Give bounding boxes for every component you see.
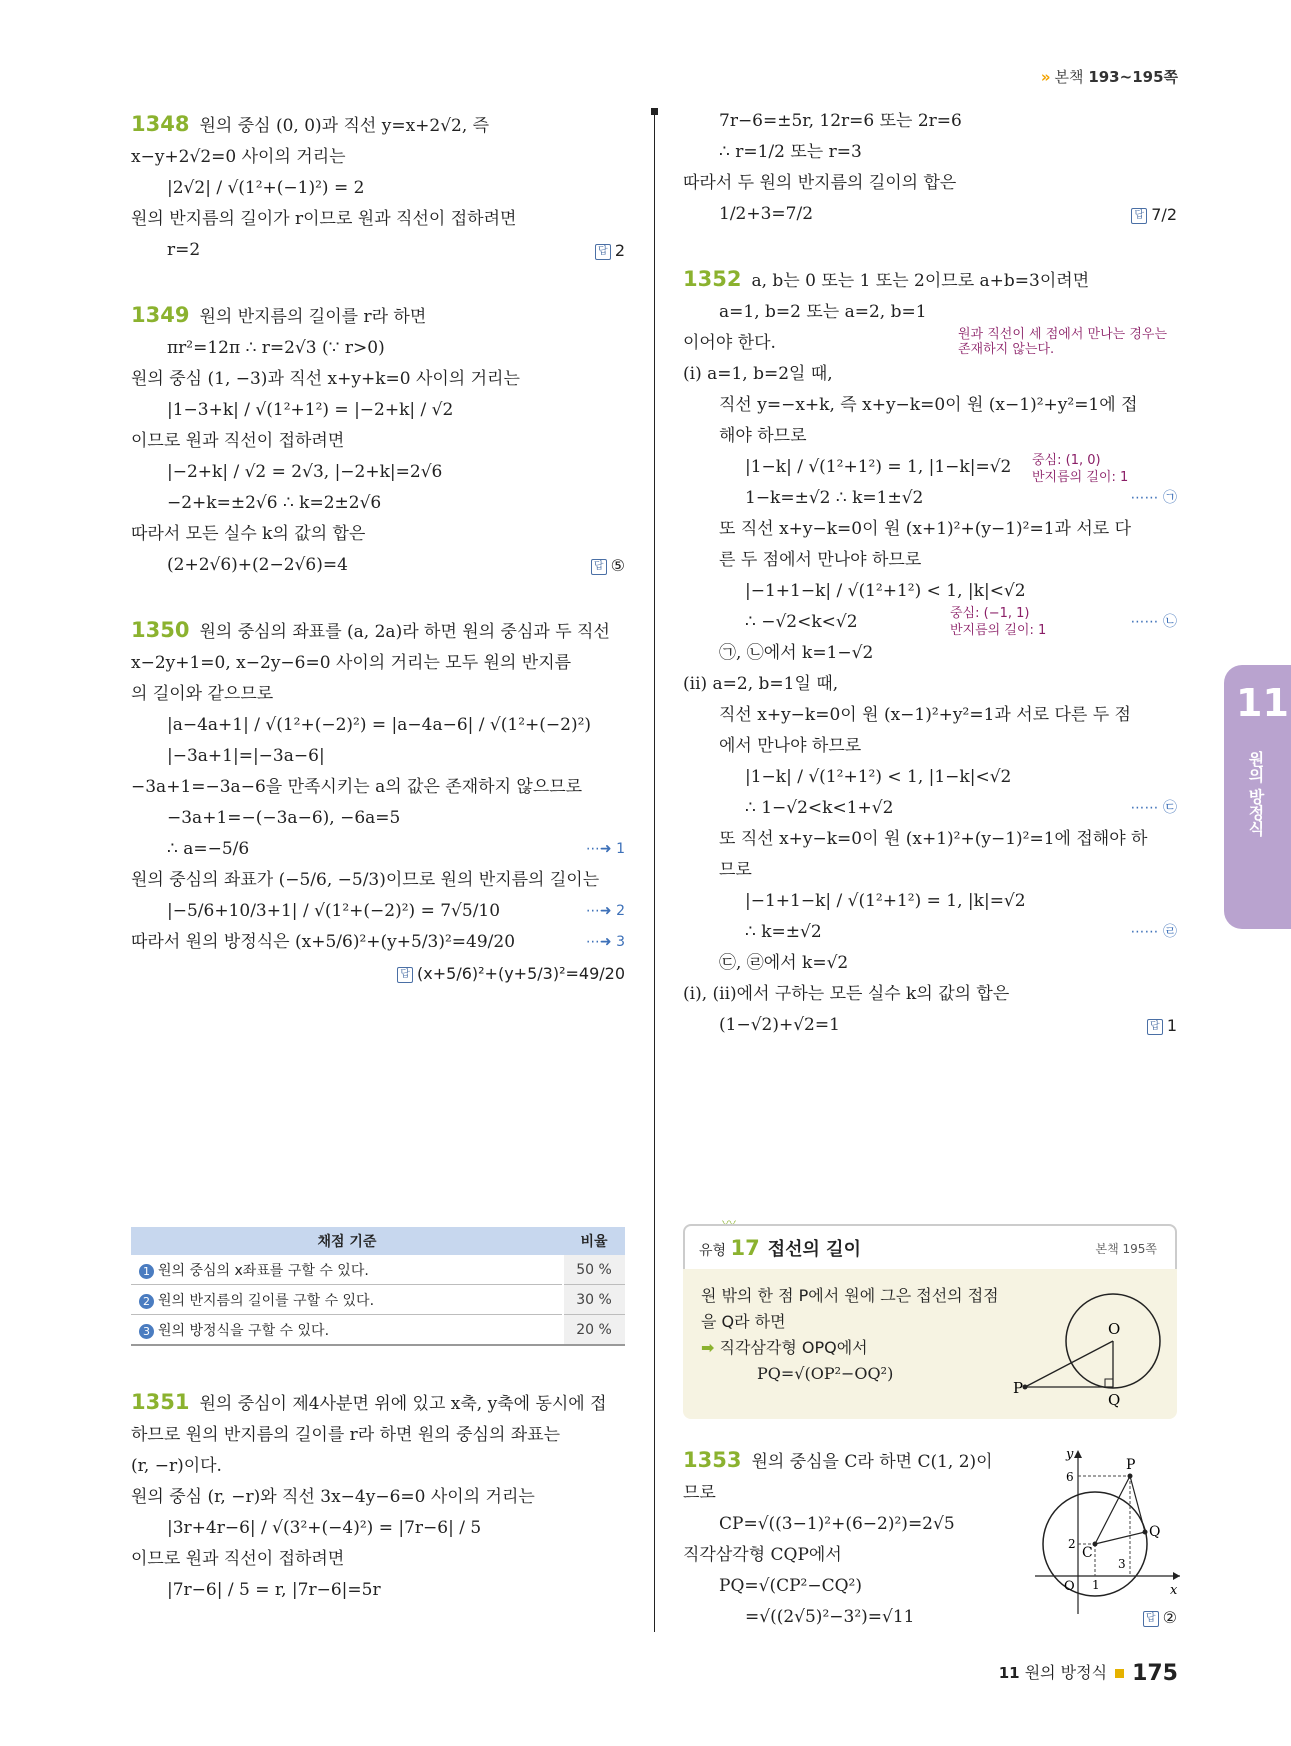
solution-line: 므로 [683, 1483, 716, 1503]
solution-line: 원의 반지름의 길이가 r이므로 원과 직선이 접하려면 [131, 209, 517, 229]
problem-1352: 1352 a, b는 0 또는 1 또는 2이므로 a+b=3이려면 [683, 267, 1090, 291]
tangent-figure [1013, 1269, 1173, 1419]
svg-text:P: P [1013, 1379, 1024, 1397]
answer-icon: 답 [397, 967, 413, 983]
solution-line: πr²=12π ∴ r=2√3 (∵ r>0) [167, 338, 385, 358]
solution-line [131, 581, 625, 612]
svg-text:Q: Q [1108, 1391, 1121, 1409]
step-marker: ⋯⋯ ㉢ [1130, 800, 1177, 816]
solution-line: CP=√((3−1)²+(6−2)²)=2√5 [719, 1514, 955, 1534]
solution-line: 또 직선 x+y−k=0이 원 (x+1)²+(y−1)²=1과 서로 다 [719, 519, 1132, 539]
step-marker: ⋯➜ 3 [585, 934, 625, 950]
solution-line: 에서 만나야 하므로 [719, 736, 862, 756]
page-footer: 11 원의 방정식 175 [998, 1661, 1178, 1686]
solution-line: a=1, b=2 또는 a=2, b=1 [719, 302, 927, 322]
answer-icon: 답 [1131, 208, 1147, 224]
svg-text:1: 1 [1092, 1578, 1100, 1592]
solution-line: |−2+k| / √2 = 2√3, |−2+k|=2√6 [167, 462, 443, 482]
solution-line: |−5/6+10/3+1| / √(1²+(−2)²) = 7√5/10 ⋯➜ 2 [131, 896, 625, 927]
left-column-bottom [131, 1384, 625, 1606]
step-marker: ⋯⋯ ㉠ [1130, 490, 1177, 506]
solution-line: 직각삼각형 CQP에서 [683, 1545, 842, 1565]
answer-icon: 답 [1147, 1019, 1163, 1035]
solution-line: 직선 x+y−k=0이 원 (x−1)²+y²=1과 서로 다른 두 점 [719, 705, 1131, 725]
type-17-body: 원 밖의 한 점 P에서 원에 그은 접선의 접점 을 Q라 하면 ➡ 직각삼각형 OPQ에서 PQ=√(OP²−OQ²) O P Q [683, 1269, 1177, 1419]
note-center-2: 중심: (−1, 1) [950, 606, 1030, 621]
solution-line: ∴ −√2<k<√2 ⋯⋯ ㉡ [683, 607, 1177, 638]
answer: 답 ⑤ [591, 550, 625, 581]
solution-line: |3r+4r−6| / √(3²+(−4)²) = |7r−6| / 5 [167, 1518, 482, 1538]
solution-line: (r, −r)이다. [131, 1456, 222, 1476]
scoring-criteria-table [131, 1227, 625, 1346]
answer: 답 7/2 [1131, 199, 1177, 230]
solution-line: (i), (ii)에서 구하는 모든 실수 k의 값의 합은 [683, 984, 1010, 1004]
solution-line: 므로 [719, 860, 752, 880]
svg-text:P: P [1126, 1457, 1136, 1473]
type-17-header: 유형 17 접선의 길이 본책 195쪽 [683, 1224, 1177, 1269]
solution-line [683, 230, 1177, 261]
solution-line: |1−3+k| / √(1²+1²) = |−2+k| / √2 [167, 400, 454, 420]
solution-line: (2+2√6)+(2−2√6)=4 답 ⑤ [131, 550, 625, 581]
solution-line: 원의 중심 (r, −r)와 직선 3x−4y−6=0 사이의 거리는 [131, 1487, 535, 1507]
solution-line [131, 266, 625, 297]
svg-text:C: C [1082, 1545, 1093, 1561]
svg-text:6: 6 [1066, 1470, 1074, 1484]
solution-line: 또 직선 x+y−k=0이 원 (x+1)²+(y−1)²=1에 접해야 하 [719, 829, 1148, 849]
square-bullet-icon [1115, 1669, 1124, 1678]
page-header: » 본책 193~195쪽 [1040, 68, 1178, 86]
solution-line: x−y+2√2=0 사이의 거리는 [131, 147, 346, 167]
ratio-header: 비율 [563, 1227, 625, 1255]
answer-icon: 답 [595, 244, 611, 260]
column-divider [654, 112, 655, 1632]
step-marker: ⋯➜ 2 [585, 903, 625, 919]
right-column [683, 106, 1177, 1041]
table-row: 3 원의 방정식을 구할 수 있다. 20 % [131, 1315, 625, 1346]
svg-text:y: y [1066, 1447, 1074, 1462]
solution-line [131, 958, 625, 989]
solution-line: ∴ a=−5/6 ⋯➜ 1 [131, 834, 625, 865]
solution-line: 의 길이와 같으므로 [131, 684, 274, 704]
criteria-header: 채점 기준 [131, 1227, 563, 1255]
solution-line: 해야 하므로 [719, 426, 807, 446]
note-radius-1: 반지름의 길이: 1 [1032, 470, 1129, 485]
solution-line: ㉢, ㉣에서 k=√2 [719, 953, 849, 973]
svg-text:O: O [1108, 1320, 1121, 1338]
double-chevron-icon: » [1040, 68, 1051, 86]
problem-number: 1352 [683, 267, 742, 291]
solution-line: 하므로 원의 반지름의 길이를 r라 하면 원의 중심의 좌표는 [131, 1425, 561, 1445]
answer: 답 1 [1147, 1010, 1177, 1041]
graph-1353 [1030, 1446, 1185, 1616]
page-number: 175 [1132, 1661, 1178, 1686]
solution-line: |−1+1−k| / √(1²+1²) < 1, |k|<√2 [745, 581, 1026, 601]
problem-number: 1353 [683, 1448, 742, 1472]
solution-line: |−1+1−k| / √(1²+1²) = 1, |k|=√2 [745, 891, 1026, 911]
solution-line: ∴ 1−√2<k<1+√2 ⋯⋯ ㉢ [683, 793, 1177, 824]
arrow-icon: ➡ [701, 1338, 715, 1357]
problem-1348: 1348 원의 중심 (0, 0)과 직선 y=x+2√2, 즉 [131, 112, 490, 136]
solution-line: |2√2| / √(1²+(−1)²) = 2 [167, 178, 365, 198]
solution-line: 원의 중심의 좌표가 (−5/6, −5/3)이므로 원의 반지름의 길이는 [131, 870, 600, 890]
solution-line: =√((2√5)²−3²)=√11 답 ② [683, 1602, 1177, 1633]
solution-line: −3a+1=−(−3a−6), −6a=5 [167, 808, 401, 828]
step-marker: ⋯⋯ ㉣ [1130, 924, 1177, 940]
left-column [131, 106, 625, 989]
svg-text:3: 3 [1118, 1557, 1126, 1571]
table-row: 1 원의 중심의 x좌표를 구할 수 있다. 50 % [131, 1255, 625, 1285]
answer-icon: 답 [591, 559, 607, 575]
problem-number: 1350 [131, 618, 190, 642]
solution-line: (ii) a=2, b=1일 때, [683, 674, 839, 694]
answer-icon: 답 [1143, 1611, 1159, 1627]
solution-line: 1−k=±√2 ∴ k=1±√2 ⋯⋯ ㉠ [683, 483, 1177, 514]
problem-number: 1351 [131, 1390, 190, 1414]
solution-line: |7r−6| / 5 = r, |7r−6|=5r [167, 1580, 381, 1600]
solution-line: 1/2+3=7/2 답 7/2 [683, 199, 1177, 230]
table-row: 2 원의 반지름의 길이를 구할 수 있다. 30 % [131, 1285, 625, 1315]
solution-line: −2+k=±2√6 ∴ k=2±2√6 [167, 493, 382, 513]
note-radius-2: 반지름의 길이: 1 [950, 623, 1047, 638]
svg-text:x: x [1170, 1583, 1178, 1598]
svg-text:2: 2 [1068, 1537, 1076, 1551]
solution-line: PQ=√(CP²−CQ²) [719, 1576, 862, 1596]
type-17-box [683, 1224, 1177, 1419]
solution-line: x−2y+1=0, x−2y−6=0 사이의 거리는 모두 원의 반지름 [131, 653, 572, 673]
step-marker: ⋯➜ 1 [585, 841, 625, 857]
solution-line: (i) a=1, b=2일 때, [683, 364, 833, 384]
solution-line: 직선 y=−x+k, 즉 x+y−k=0이 원 (x−1)²+y²=1에 접 [719, 395, 1138, 415]
solution-line: 따라서 원의 방정식은 (x+5/6)²+(y+5/3)²=49/20 ⋯➜ 3 [131, 927, 625, 958]
solution-line: ∴ k=±√2 ⋯⋯ ㉣ [683, 917, 1177, 948]
solution-line: 이어야 한다. [683, 333, 776, 353]
solution-line: (1−√2)+√2=1 답 1 [683, 1010, 1177, 1041]
solution-line: −3a+1=−3a−6을 만족시키는 a의 값은 존재하지 않으므로 [131, 777, 583, 797]
svg-text:O: O [1064, 1579, 1075, 1594]
problem-1349: 1349 원의 반지름의 길이를 r라 하면 [131, 303, 427, 327]
problem-1351: 1351 원의 중심이 제4사분면 위에 있고 x축, y축에 동시에 접 [131, 1390, 607, 1414]
problem-1353: 1353 원의 중심을 C라 하면 C(1, 2)이 [683, 1448, 993, 1472]
note-three-points: 원과 직선이 세 점에서 만나는 경우는 존재하지 않는다. [958, 327, 1168, 357]
answer: 답 ② [1143, 1602, 1177, 1633]
solution-line: |1−k| / √(1²+1²) < 1, |1−k|<√2 [745, 767, 1012, 787]
solution-line: 따라서 모든 실수 k의 값의 합은 [131, 524, 366, 544]
solution-line: 이므로 원과 직선이 접하려면 [131, 431, 345, 451]
solution-line: ∴ r=1/2 또는 r=3 [719, 142, 862, 162]
answer: 답 (x+5/6)²+(y+5/3)²=49/20 [397, 958, 625, 989]
solution-line: 른 두 점에서 만나야 하므로 [719, 550, 922, 570]
solution-line: 이므로 원과 직선이 접하려면 [131, 1549, 345, 1569]
solution-line: |1−k| / √(1²+1²) = 1, |1−k|=√2 [745, 457, 1012, 477]
solution-line: 7r−6=±5r, 12r=6 또는 2r=6 [719, 111, 962, 131]
solution-line: 원의 중심 (1, −3)과 직선 x+y+k=0 사이의 거리는 [131, 369, 520, 389]
solution-line: ㉠, ㉡에서 k=1−√2 [719, 643, 874, 663]
solution-line: 따라서 두 원의 반지름의 길이의 합은 [683, 173, 957, 193]
solution-line: r=2 답 2 [131, 235, 625, 266]
problem-number: 1348 [131, 112, 190, 136]
solution-line: |a−4a+1| / √(1²+(−2)²) = |a−4a−6| / √(1²+(−2)²) [167, 715, 592, 735]
chapter-side-tab[interactable]: 11 원의 방정식 [1224, 665, 1291, 929]
solution-line: |−3a+1|=|−3a−6| [167, 746, 325, 766]
problem-1350: 1350 원의 중심의 좌표를 (a, 2a)라 하면 원의 중심과 두 직선 [131, 618, 610, 642]
note-center-1: 중심: (1, 0) [1032, 453, 1101, 468]
step-marker: ⋯⋯ ㉡ [1130, 614, 1177, 630]
svg-text:Q: Q [1149, 1524, 1161, 1540]
problem-number: 1349 [131, 303, 190, 327]
answer: 답 2 [595, 235, 625, 266]
